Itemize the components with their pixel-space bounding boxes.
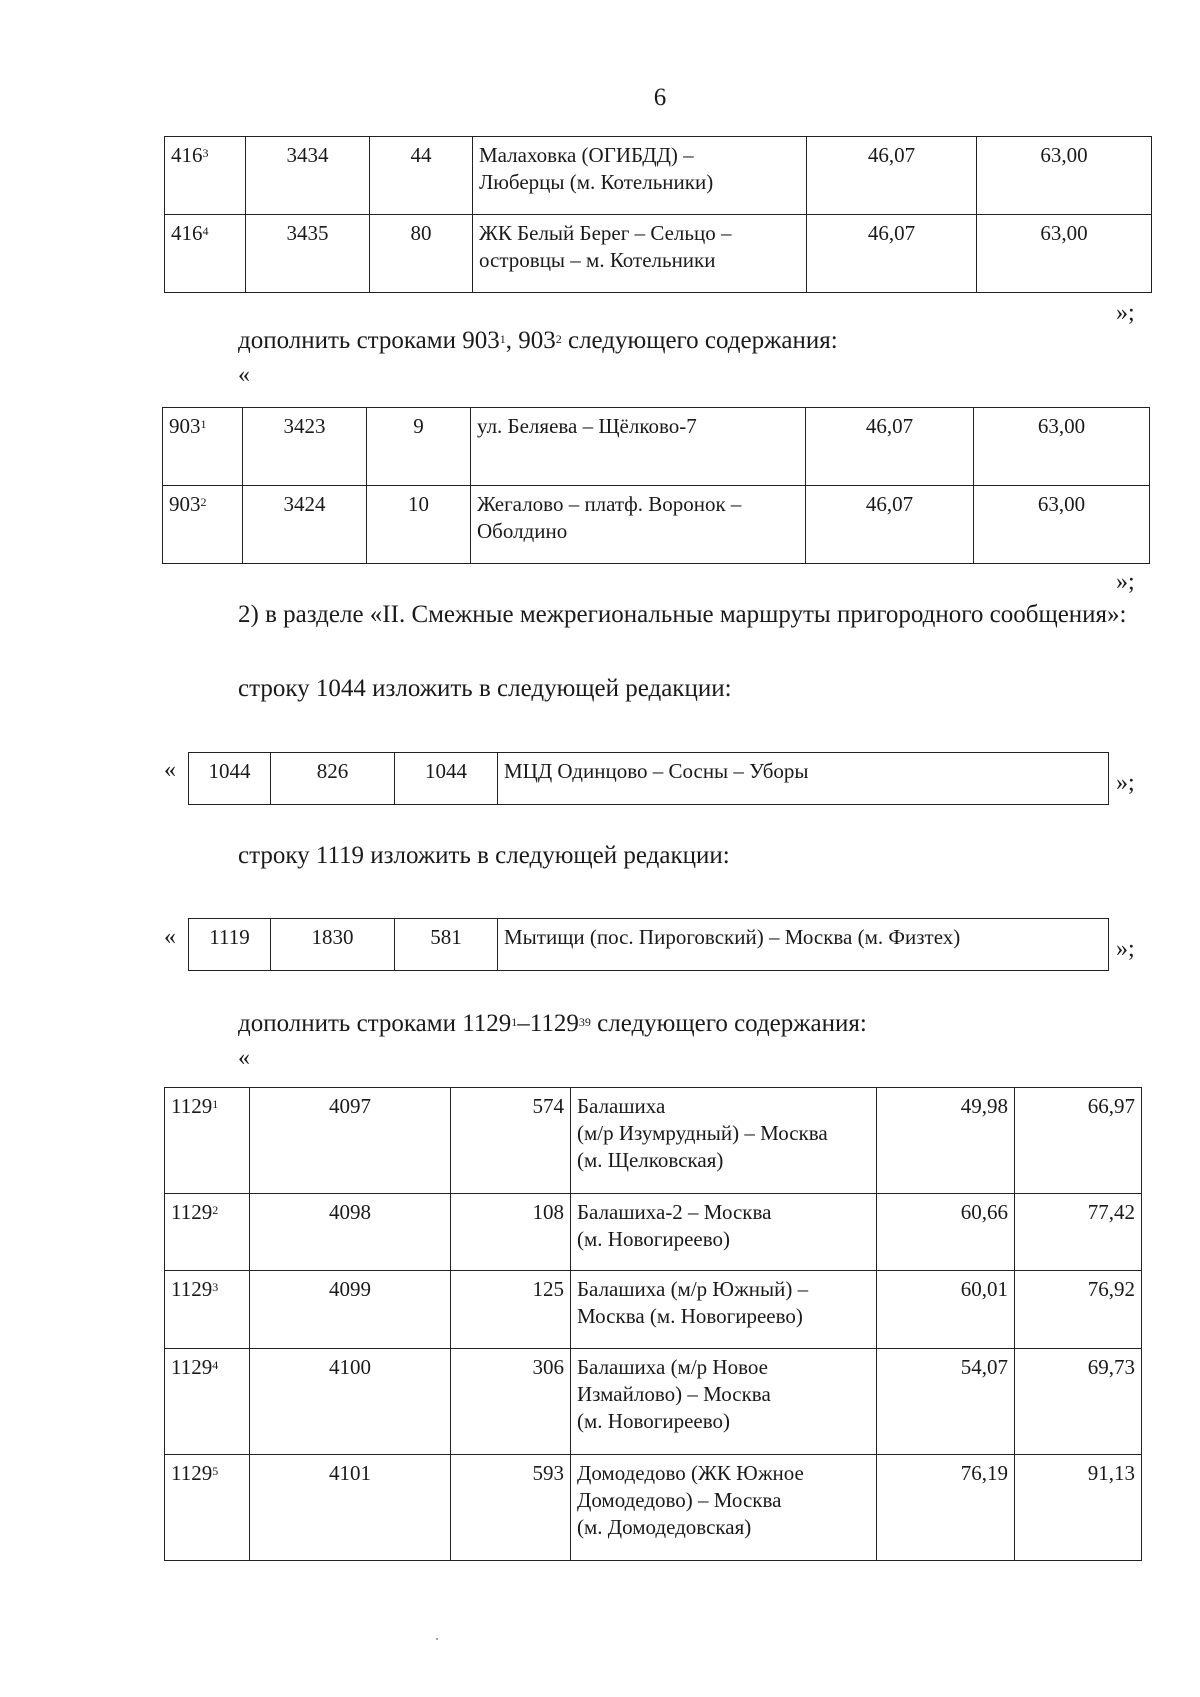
row-number: 1129$^3$	[165, 1271, 250, 1349]
registry-code: 4097	[250, 1088, 451, 1194]
scan-speck	[436, 1638, 438, 1640]
row-number: 1129$^4$	[165, 1349, 250, 1455]
route-number: 80	[370, 215, 473, 293]
route-number: 108	[451, 1194, 571, 1271]
route-number: 1044	[395, 753, 498, 805]
route-name: ЖК Белый Берег – Сельцо – островцы – м. Котельники	[473, 215, 807, 293]
page-number: 6	[653, 84, 667, 111]
section-2-heading: 2) в разделе «II. Смежные межрегиональные маршруты пригородного сообщения»:	[238, 601, 1127, 628]
table-row	[165, 1349, 1142, 1455]
row-number: $416^4$	[165, 215, 246, 293]
fare-value-2: 91,13	[1015, 1455, 1142, 1561]
fare-value-1: 54,07	[877, 1349, 1015, 1455]
route-name: Балашиха-2 – Москва (м. Новогиреево)	[571, 1194, 877, 1271]
route-number: 10	[367, 486, 471, 564]
row-number: $903^2$	[163, 486, 243, 564]
table-row	[165, 1194, 1142, 1271]
table-row	[165, 1455, 1142, 1561]
close-quote: »;	[1116, 770, 1135, 796]
table-row	[163, 408, 1150, 486]
route-name: МЦД Одинцово – Сосны – Уборы	[498, 753, 1109, 805]
fare-value-2: 63,00	[977, 137, 1152, 215]
open-quote: «	[164, 757, 176, 783]
route-number: 574	[451, 1088, 571, 1194]
route-name: Мытищи (пос. Пироговский) – Москва (м. Физтех)	[498, 919, 1109, 971]
registry-code: 3434	[246, 137, 370, 215]
open-quote: «	[238, 1045, 250, 1071]
fare-value-2: 63,00	[974, 486, 1150, 564]
fare-value-1: 60,01	[877, 1271, 1015, 1349]
route-row-1044	[188, 752, 1109, 805]
registry-code: 3435	[246, 215, 370, 293]
routes-table-903	[162, 407, 1150, 564]
fare-value-2: 76,92	[1015, 1271, 1142, 1349]
route-name: Малаховка (ОГИБДД) – Люберцы (м. Котельники)	[473, 137, 807, 215]
table-row	[165, 215, 1152, 293]
route-number: 581	[395, 919, 498, 971]
row-number: 1044	[189, 753, 271, 805]
routes-table-416	[164, 136, 1152, 293]
registry-code: 826	[271, 753, 395, 805]
open-quote: «	[164, 924, 176, 950]
fare-value-1: 46,07	[807, 215, 977, 293]
fare-value-1: 76,19	[877, 1455, 1015, 1561]
route-number: 125	[451, 1271, 571, 1349]
route-number: 306	[451, 1349, 571, 1455]
route-name: Домодедово (ЖК Южное Домодедово) – Москва (м. Домодедовская)	[571, 1455, 877, 1561]
open-quote: «	[238, 362, 250, 388]
registry-code: 4099	[250, 1271, 451, 1349]
table-row	[189, 753, 1109, 805]
routes-table-1129	[164, 1087, 1142, 1561]
fare-value-1: 46,07	[807, 137, 977, 215]
route-number: 593	[451, 1455, 571, 1561]
row-number: 1129$^1$	[165, 1088, 250, 1194]
route-number: 44	[370, 137, 473, 215]
add-1129-instruction: дополнить строками 1129$^1$–1129$^{39}$ следующего содержания:	[238, 1010, 867, 1037]
fare-value-1: 46,07	[806, 408, 974, 486]
registry-code: 1830	[271, 919, 395, 971]
close-quote: »;	[1116, 300, 1135, 326]
route-name: Балашиха (м/р Новое Измайлово) – Москва (м. Новогиреево)	[571, 1349, 877, 1455]
row-number: $903^1$	[163, 408, 243, 486]
fare-value-1: 46,07	[806, 486, 974, 564]
fare-value-2: 77,42	[1015, 1194, 1142, 1271]
close-quote: »;	[1116, 569, 1135, 595]
route-number: 9	[367, 408, 471, 486]
table-row	[165, 1271, 1142, 1349]
registry-code: 4098	[250, 1194, 451, 1271]
fare-value-2: 69,73	[1015, 1349, 1142, 1455]
route-name: Балашиха (м/р Южный) – Москва (м. Новогиреево)	[571, 1271, 877, 1349]
route-row-1119	[188, 918, 1109, 971]
table-row	[165, 1088, 1142, 1194]
line-1044-instruction: строку 1044 изложить в следующей редакции:	[238, 675, 732, 702]
registry-code: 3424	[243, 486, 367, 564]
line-1119-instruction: строку 1119 изложить в следующей редакции:	[238, 842, 730, 869]
route-name: Балашиха (м/р Изумрудный) – Москва (м. Щелковская)	[571, 1088, 877, 1194]
fare-value-2: 66,97	[1015, 1088, 1142, 1194]
add-903-instruction: дополнить строками $903^1$, $903^2$ следующего содержания:	[238, 327, 838, 354]
row-number: 1119	[189, 919, 271, 971]
registry-code: 4101	[250, 1455, 451, 1561]
fare-value-2: 63,00	[974, 408, 1150, 486]
fare-value-2: 63,00	[977, 215, 1152, 293]
fare-value-1: 60,66	[877, 1194, 1015, 1271]
fare-value-1: 49,98	[877, 1088, 1015, 1194]
registry-code: 4100	[250, 1349, 451, 1455]
close-quote: »;	[1116, 936, 1135, 962]
route-name: Жегалово – платф. Воронок – Оболдино	[471, 486, 806, 564]
row-number: 1129$^5$	[165, 1455, 250, 1561]
row-number: $416^3$	[165, 137, 246, 215]
table-row	[163, 486, 1150, 564]
registry-code: 3423	[243, 408, 367, 486]
table-row	[189, 919, 1109, 971]
row-number: 1129$^2$	[165, 1194, 250, 1271]
table-row	[165, 137, 1152, 215]
route-name: ул. Беляева – Щёлково-7	[471, 408, 806, 486]
